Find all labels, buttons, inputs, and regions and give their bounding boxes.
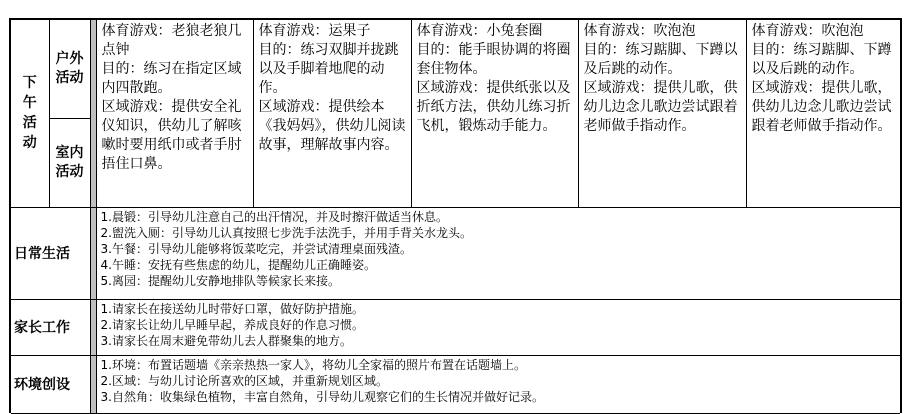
parent-work-content <box>96 299 900 355</box>
list-item: 2.盥洗入厕：引导幼儿认真按照七步洗手法洗手，并用手背关水龙头。 <box>100 225 472 240</box>
environment-label: 环境创设 <box>11 355 90 413</box>
daily-life-label: 日常生活 <box>11 207 90 299</box>
list-item: 2.区域：与幼儿讨论所喜欢的区域，并重新规划区域。 <box>100 373 388 388</box>
environment-content <box>96 355 900 413</box>
outdoor-activity-label <box>49 20 90 118</box>
list-item: 1.请家长在接送幼儿时带好口罩，做好防护措施。 <box>100 301 364 316</box>
afternoon-char: 午 <box>22 95 37 112</box>
indoor-activity-label <box>49 118 90 207</box>
afternoon-char: 动 <box>22 135 37 152</box>
indoor-label-line: 活动 <box>55 163 84 180</box>
activity-cell-3 <box>411 20 578 207</box>
game-text: 体育游戏：老狼老狼几点钟 <box>101 23 242 58</box>
list-item: 3.请家长在周末避免带幼儿去人群聚集的地方。 <box>100 333 352 348</box>
area-text: 区域游戏：提供纸张以及折纸方法，供幼儿练习折飞机，锻炼动手能力。 <box>416 80 571 134</box>
goal-text: 目的：练习踮脚、下蹲以及后跳的动作。 <box>751 42 892 77</box>
list-item: 4.午睡：安抚有些焦虑的幼儿，提醒幼儿正确睡姿。 <box>100 257 376 272</box>
afternoon-char: 下 <box>22 75 37 92</box>
area-text: 区域游戏：提供安全礼仪知识，供幼儿了解咳嗽时要用纸巾或者手肘捂住口鼻。 <box>101 99 242 172</box>
weekly-plan-table <box>11 20 900 414</box>
goal-text: 目的：练习双脚并拢跳以及手脚着地爬的动作。 <box>258 42 399 96</box>
game-text: 体育游戏：吹泡泡 <box>751 23 864 39</box>
indoor-label-line: 室内 <box>55 144 84 161</box>
activity-cell-1 <box>96 20 253 207</box>
parent-work-row <box>11 299 900 355</box>
goal-text: 目的：能手眼协调的将圈套住物体。 <box>416 42 571 77</box>
activity-cell-4 <box>578 20 746 207</box>
activity-cell-2 <box>253 20 411 207</box>
environment-row <box>11 355 900 413</box>
outdoor-label-line: 活动 <box>55 69 84 86</box>
outdoor-label-line: 户外 <box>55 50 84 67</box>
list-item: 1.晨锻：引导幼儿注意自己的出汗情况，并及时擦汗做适当休息。 <box>100 209 448 224</box>
parent-work-label: 家长工作 <box>11 299 90 355</box>
daily-life-content <box>96 207 900 299</box>
outdoor-activity-row <box>11 20 900 118</box>
schedule-table-frame <box>9 18 902 413</box>
list-item: 1.环境：布置话题墙《亲亲热热一家人》，将幼儿全家福的照片布置在话题墙上。 <box>100 357 526 372</box>
goal-text: 目的：练习在指定区域内四散跑。 <box>101 61 242 96</box>
list-item: 2.请家长让幼儿早睡早起，养成良好的作息习惯。 <box>100 317 364 332</box>
game-text: 体育游戏：小兔套圈 <box>416 23 543 39</box>
area-text: 区域游戏：提供儿歌，供幼儿边念儿歌边尝试跟着老师做手指动作。 <box>583 80 738 134</box>
game-text: 体育游戏：吹泡泡 <box>583 23 696 39</box>
afternoon-activity-label <box>11 20 49 207</box>
list-item: 3.午餐：引导幼儿能够将饭菜吃完，并尝试清理桌面残渣。 <box>100 241 412 256</box>
area-text: 区域游戏：提供绘本《我妈妈》，供幼儿阅读故事，理解故事内容。 <box>258 99 406 153</box>
game-text: 体育游戏：运果子 <box>258 23 371 39</box>
list-item: 3.自然角：收集绿色植物，丰富自然角，引导幼儿观察它们的生长情况并做好记录。 <box>100 389 544 404</box>
goal-text: 目的：练习踮脚、下蹲以及后跳的动作。 <box>583 42 738 77</box>
list-item: 5.离园：提醒幼儿安静地排队等候家长来接。 <box>100 273 340 288</box>
area-text: 区域游戏：提供儿歌，供幼儿边念儿歌边尝试跟着老师做手指动作。 <box>751 80 892 134</box>
afternoon-char: 活 <box>22 115 37 132</box>
daily-life-row <box>11 207 900 299</box>
activity-cell-5 <box>746 20 900 207</box>
